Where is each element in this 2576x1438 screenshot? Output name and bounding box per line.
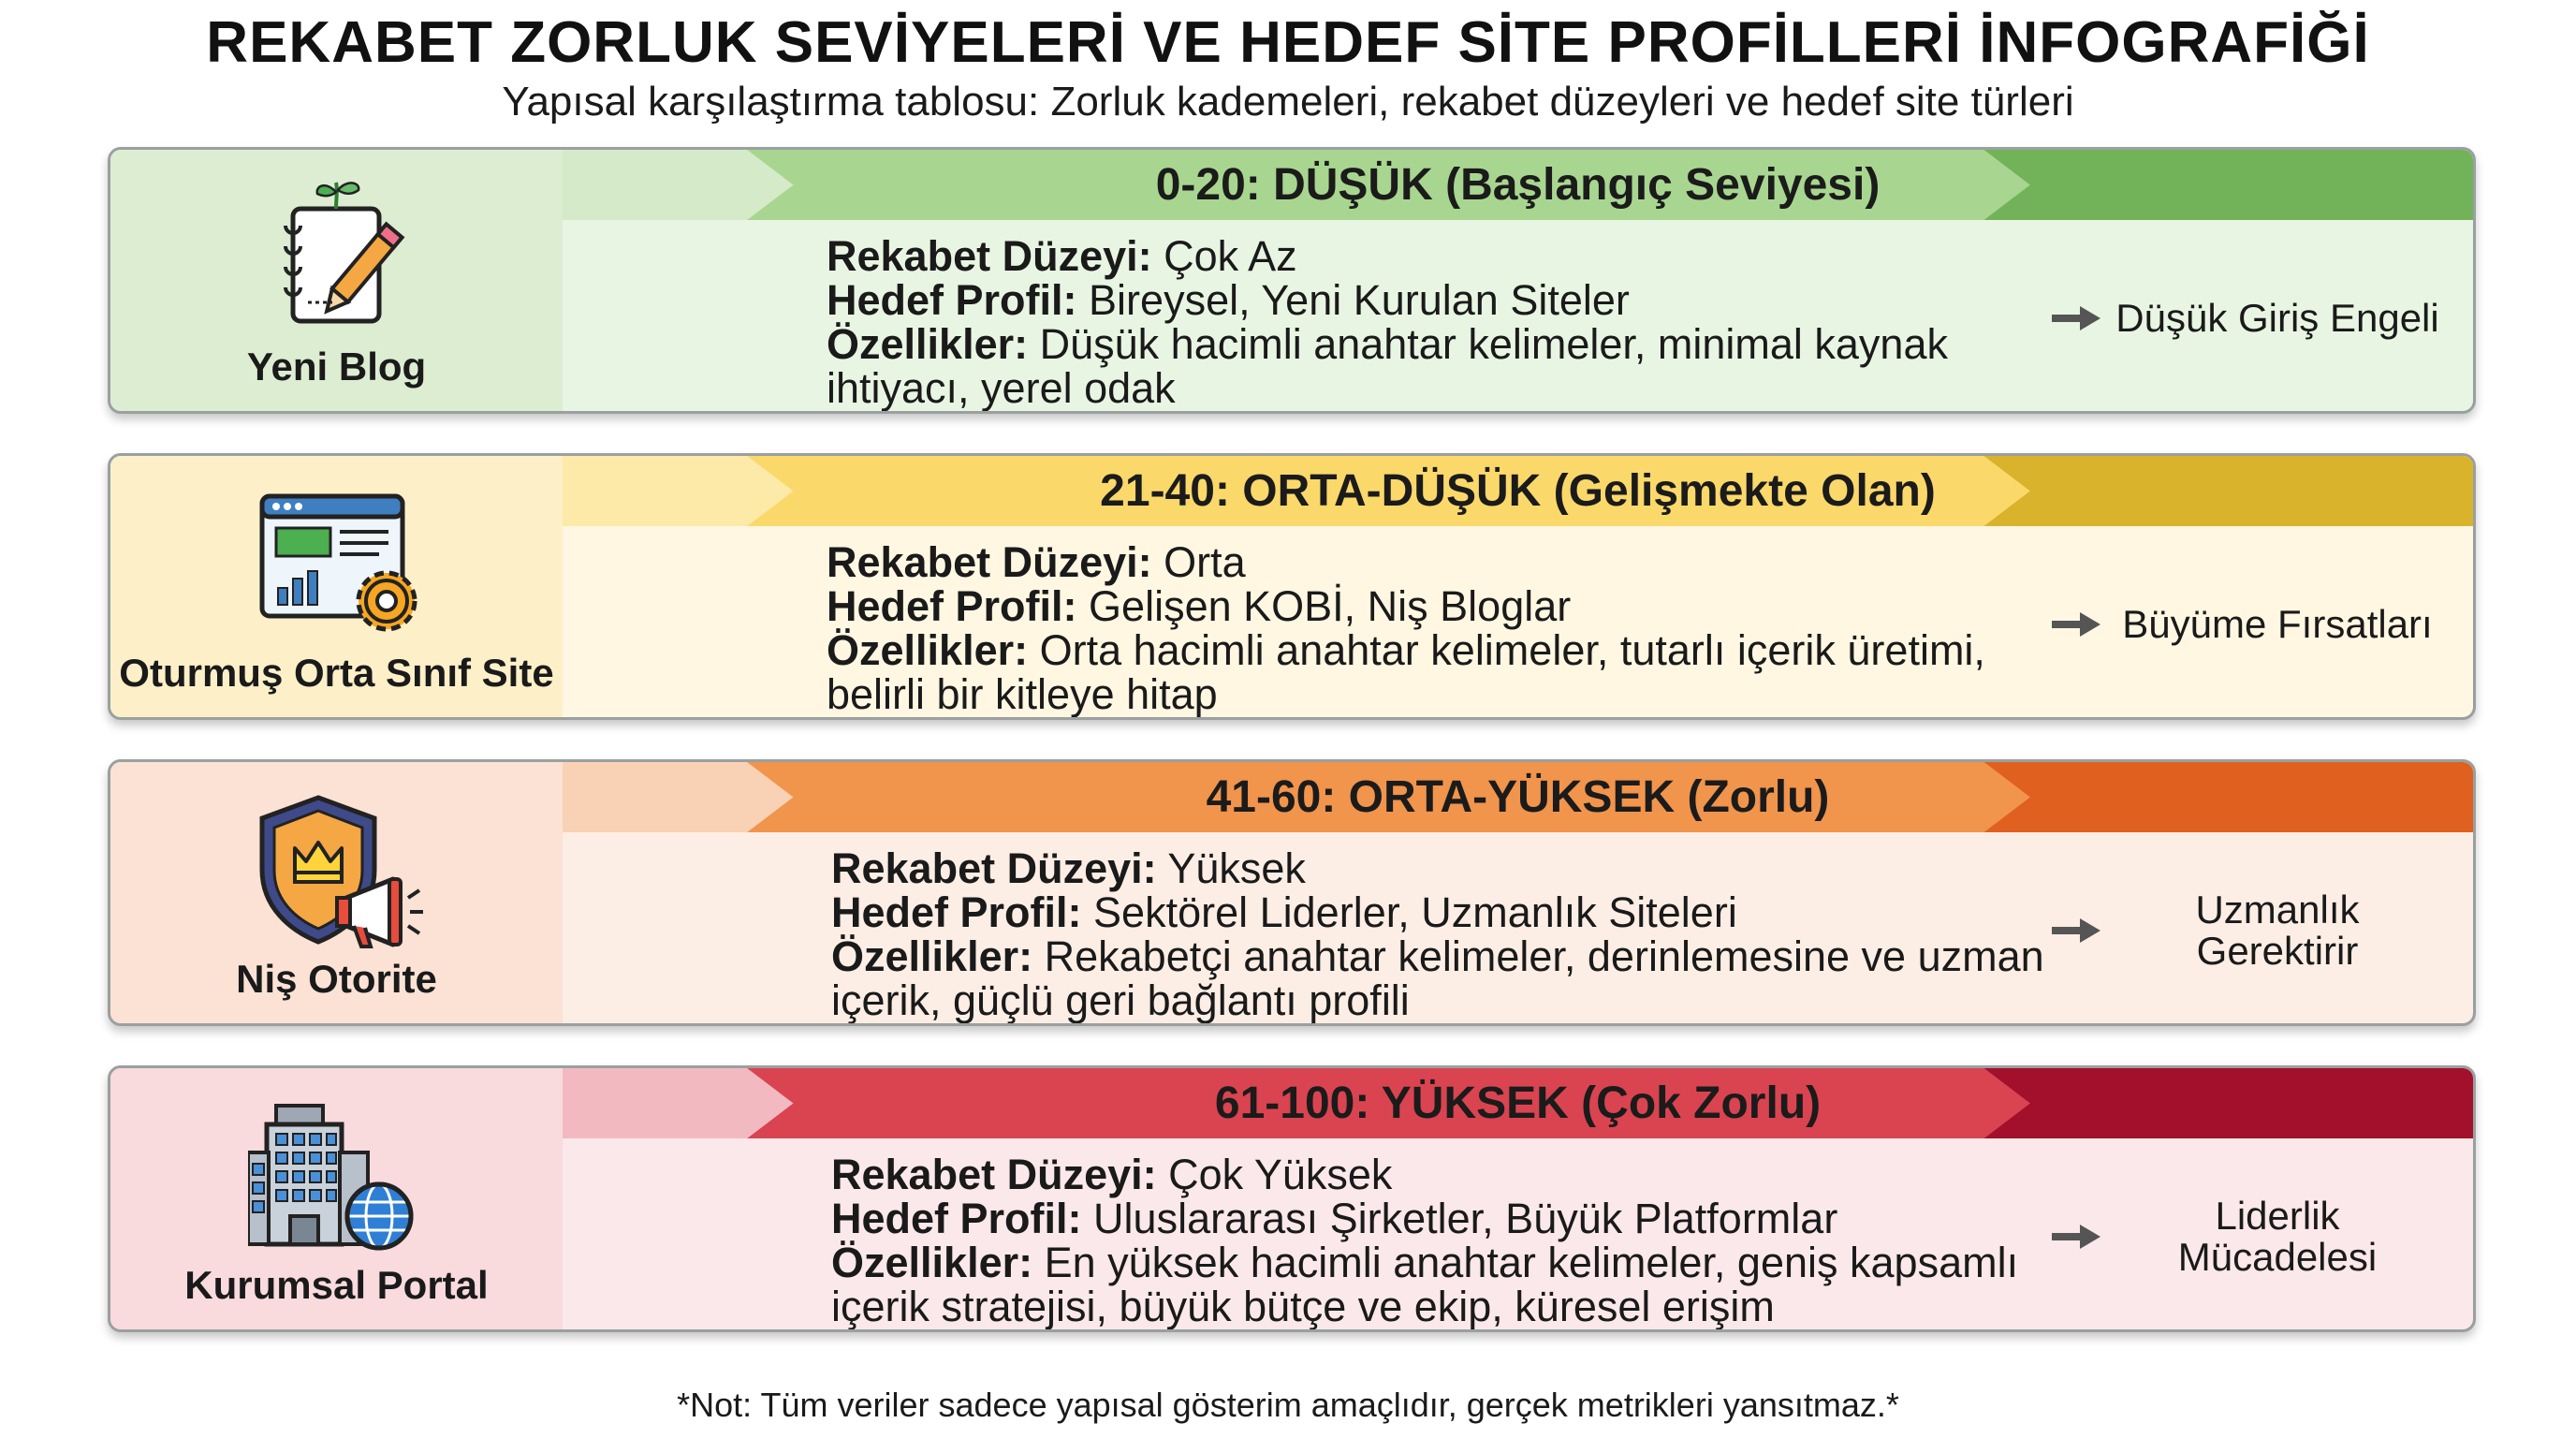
tier-outcome <box>2052 1138 2454 1332</box>
competition-value: Orta <box>1164 538 1246 586</box>
page-subtitle: Yapısal karşılaştırma tablosu: Zorluk kademeleri, rekabet düzeyleri ve hedef site türleri <box>502 79 2074 125</box>
tier-header-band <box>563 1068 2473 1138</box>
profile-label: Hedef Profil: <box>827 582 1077 630</box>
office-building-globe-icon <box>248 1096 426 1255</box>
tier-details <box>827 234 2081 410</box>
tier-outcome <box>2052 220 2454 414</box>
outcome-text: Büyüme Fırsatları <box>2122 602 2433 646</box>
arrow-right-icon <box>2052 304 2100 332</box>
site-type-label: Yeni Blog <box>246 345 427 389</box>
competition-value: Çok Yüksek <box>1168 1151 1393 1198</box>
features-value: Düşük hacimli anahtar kelimeler, minimal kaynak ihtiyacı, yerel odak <box>827 320 1948 412</box>
features-label: Özellikler: <box>827 626 1029 674</box>
arrow-right-icon <box>2052 1223 2100 1251</box>
features-value: Orta hacimli anahtar kelimeler, tutarlı içerik üretimi, belirli bir kitleye hitap <box>827 626 1985 718</box>
tier-details <box>831 1152 2086 1328</box>
tier-details <box>831 846 2086 1022</box>
tier-card-low <box>108 147 2476 414</box>
tier-card-medium-low <box>108 453 2476 720</box>
notebook-pencil-sprout-icon <box>267 181 407 335</box>
tier-band-title: 21-40: ORTA-DÜŞÜK (Gelişmekte Olan) <box>1100 466 1936 516</box>
profile-value: Uluslararası Şirketler, Büyük Platformlar <box>1093 1195 1838 1242</box>
outcome-text: Düşük Giriş Engeli <box>2115 296 2439 340</box>
competition-value: Yüksek <box>1167 844 1306 892</box>
features-label: Özellikler: <box>827 320 1029 368</box>
tier-header-band <box>563 762 2473 832</box>
tier-outcome <box>2052 832 2454 1026</box>
tier-band-title: 61-100: YÜKSEK (Çok Zorlu) <box>1214 1078 1822 1128</box>
site-type-label: Kurumsal Portal <box>184 1263 489 1307</box>
tier-details <box>827 540 2081 716</box>
competition-label: Rekabet Düzeyi: <box>827 538 1152 586</box>
competition-label: Rekabet Düzeyi: <box>831 844 1157 892</box>
arrow-right-icon <box>2052 917 2100 945</box>
tier-outcome <box>2052 526 2454 720</box>
competition-label: Rekabet Düzeyi: <box>831 1151 1157 1198</box>
tier-band-title: 41-60: ORTA-YÜKSEK (Zorlu) <box>1206 772 1830 822</box>
profile-label: Hedef Profil: <box>831 1195 1082 1242</box>
shield-crown-megaphone-icon <box>248 790 426 949</box>
site-type-label: Niş Otorite <box>236 957 437 1001</box>
profile-value: Gelişen KOBİ, Niş Bloglar <box>1089 582 1572 630</box>
outcome-text: Uzmanlık Gerektirir <box>2195 888 2360 973</box>
tier-header-band <box>563 456 2473 526</box>
competition-label: Rekabet Düzeyi: <box>827 232 1152 280</box>
profile-label: Hedef Profil: <box>827 276 1077 324</box>
features-value: En yüksek hacimli anahtar kelimeler, geniş kapsamlı içerik stratejisi, büyük bütçe ve ekip, küresel erişim <box>831 1239 2019 1330</box>
competition-value: Çok Az <box>1164 232 1297 280</box>
site-type-label: Oturmuş Orta Sınıf Site <box>119 651 554 695</box>
features-label: Özellikler: <box>831 932 1033 980</box>
browser-chart-gear-icon <box>248 487 426 641</box>
profile-value: Sektörel Liderler, Uzmanlık Siteleri <box>1093 888 1737 936</box>
tier-card-medium-high <box>108 759 2476 1026</box>
footnote: *Not: Tüm veriler sadece yapısal gösterim amaçlıdır, gerçek metrikleri yansıtmaz.* <box>677 1386 1899 1424</box>
arrow-right-icon <box>2052 610 2100 638</box>
profile-label: Hedef Profil: <box>831 888 1082 936</box>
tier-card-high <box>108 1065 2476 1332</box>
tier-header-band <box>563 150 2473 220</box>
features-value: Rekabetçi anahtar kelimeler, derinlemesine ve uzman içerik, güçlü geri bağlantı profili <box>831 932 2044 1024</box>
page-title: REKABET ZORLUK SEVİYELERİ VE HEDEF SİTE PROFİLLERİ İNFOGRAFİĞİ <box>206 10 2370 75</box>
profile-value: Bireysel, Yeni Kurulan Siteler <box>1089 276 1630 324</box>
tier-band-title: 0-20: DÜŞÜK (Başlangıç Seviyesi) <box>1155 160 1881 210</box>
outcome-text: Liderlik Mücadelesi <box>2177 1194 2378 1279</box>
features-label: Özellikler: <box>831 1239 1033 1286</box>
